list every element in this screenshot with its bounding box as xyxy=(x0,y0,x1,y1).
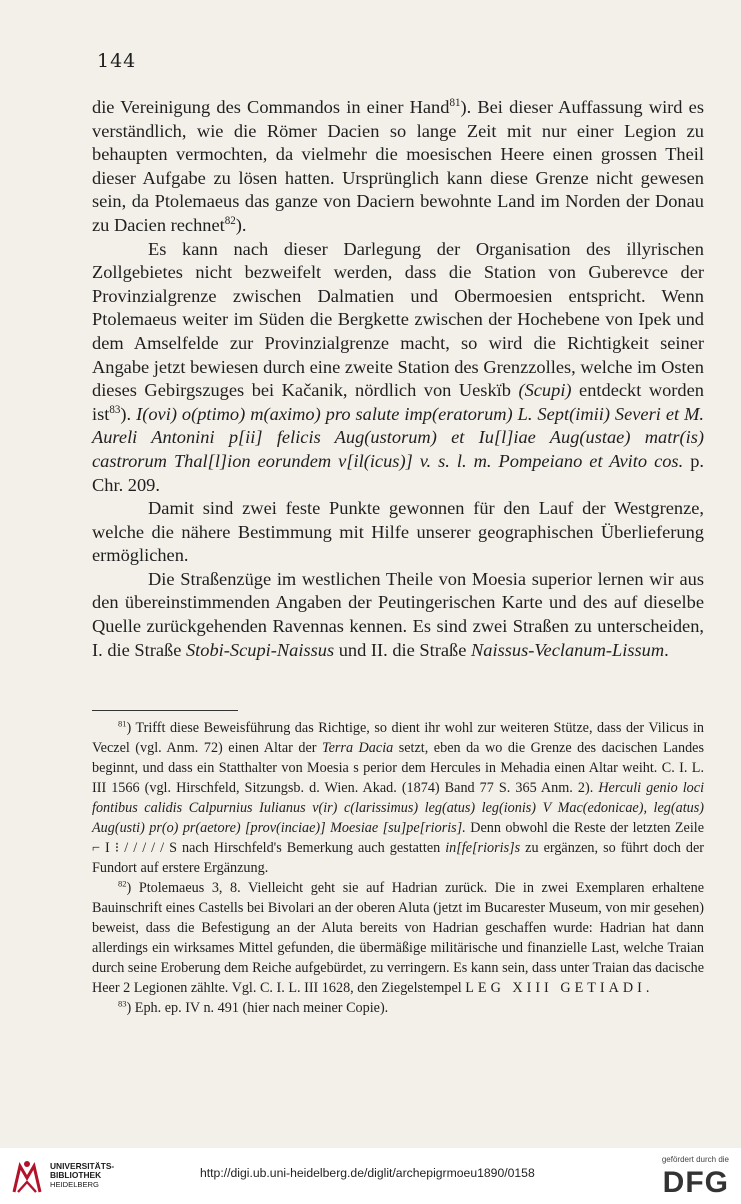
source-url-link[interactable]: http://digi.ub.uni-heidelberg.de/diglit/archepigrmoeu1890/0158 xyxy=(200,1166,535,1180)
library-name: UNIVERSITÄTS- BIBLIOTHEK HEIDELBERG xyxy=(50,1161,115,1190)
paragraph-2: Es kann nach dieser Darlegung der Organisation des illyrischen Zollgebietes nicht bezweifelt werden, dass die Station von Guberevce der Provinzialgrenze zwischen Dalmatien und Obermoesien entspricht. Wenn Ptolemaeus weiter im Süden die Bergkette zwischen der Hochebene von Ipek und dem Amselfelde zur Provinzialgrenze macht, so wird die Richtigkeit seiner Angabe jetzt bewiesen durch eine zweite Station des Grenzzolles, welche im Osten dieses Gebirgszuges bei Kačanik, nördlich von Ueskïb (Scupi) entdeckt worden ist$^{83}$). I(ovi) o(ptimo) m(aximo) pro salute imp(eratorum) L. Sept(imii) Severi et M. Aureli Antonini p[ii] felicis Aug(ustorum) et Iu[l]iae Aug(ustae) matr(is) castrorum Thal[l]ion eorundem v[il(icus)] v. s. l. m. Pompeiano et Avito cos. p. Chr. 209. xyxy=(92,238,704,495)
page-number: 144 xyxy=(97,50,137,72)
footnote-81: $^{81}$) Trifft diese Beweisführung das Richtige, so dient ihr wohl zur weiteren Stütze, dass der Vilicus in Veczel (vgl. Anm. 72) einen Altar der Terra Dacia setzt, eben da wo die Grenze des dacischen Landes beginnt, und dass ein Statthalter von Moesia s perior dem Hercules in Mehadia einen Altar weiht. C. I. L. III 1566 (vgl. Hirschfeld, Sitzungsb. d. Wien. Akad. (1874) Band 77 S. 365 Anm. 2). Herculi genio loci fontibus calidis Calpurnius Iulianus v(ir) c(larissimus) leg(atus) leg(ionis) V Mac(edonicae), leg(atus) Aug(usti) pr(o) pr(aetore) [prov(inciae)] Moesiae [su]pe[rioris]. Denn obwohl die Reste der letzten Zeile ⌐ I ⁝ / / / / / S nach Hirschfeld's Bemerkung auch gestatten in[fe[rioris]s zu ergänzen, so führt doch der Fundort auf erstere Ergänzung. xyxy=(92,718,705,876)
footnote-ref-83[interactable]: 83 xyxy=(109,403,121,416)
inscription-text: I(ovi) o(ptimo) m(aximo) pro salute imp(eratorum) L. Sept(imii) Severi et M. Aureli Antonini p[ii] felicis Aug(ustorum) et Iu[l]iae Aug(ustae) matr(is) castrorum Thal[l]ion eorundem v[il(icus)] v. s. l. m. Pompeiano et Avito cos. xyxy=(92,403,704,471)
digitization-footer xyxy=(0,1148,741,1204)
university-library-logo-icon xyxy=(10,1158,44,1196)
inscription-remnant: ⌐ I ⁝ / / / / / S xyxy=(92,840,177,856)
footnote-ref-82[interactable]: 82 xyxy=(224,214,236,227)
footnote-divider xyxy=(92,710,238,711)
dfg-logo: DFG xyxy=(662,1166,729,1199)
brick-stamp: LEG XIII GETIADI xyxy=(465,980,646,996)
paragraph-1: die Vereinigung des Commandos in einer Hand$^{81}$). Bei dieser Auffassung wird es verständlich, wie die Römer Dacien so lange Zeit mit nur einer Legion zu behaupten vermochten, da vielmehr die moesischen Heere einen grossen Theil dieser Aufgabe zu lösen hatten. Ursprünglich kann diese Grenze nicht gewesen sein, da Ptolemaeus das ganze von Daciern bewohnte Land im Norden der Donau zu Dacien rechnet$^{82}$). xyxy=(92,96,704,235)
footnote-82: $^{82}$) Ptolemaeus 3, 8. Vielleicht geht sie auf Hadrian zurück. Die in zwei Exemplaren erhaltene Bauinschrift eines Castells bei Bivolari an der oberen Aluta (jetzt im Bucarester Museum, von mir gesehen) beweist, dass die Befestigung an der Aluta bereits von Hadrian geschaffen wurde: Hadrian hat dann allerdings ein wirksames Mittel gefunden, die übermäßige militärische und finanzielle Last, welche Traian durch seine Eroberung dem Reiche aufgebürdet, zu verringern. Es kann sein, dass unter Traian das dacische Heer 2 Legionen zählte. Vgl. C. I. L. III 1628, den Ziegelstempel LEG XIII GETIADI. xyxy=(92,878,704,996)
body-text xyxy=(92,96,704,662)
paragraph-3: Damit sind zwei feste Punkte gewonnen für den Lauf der Westgrenze, welche die nähere Bestimmung mit Hilfe unserer geographischen Überlieferung ermöglichen. xyxy=(92,498,704,566)
footnotes xyxy=(92,718,704,1018)
paragraph-4: Die Straßenzüge im westlichen Theile von Moesia superior lernen wir aus den übereinstimmenden Angaben der Peutingerischen Karte und des auf dieselbe Quelle zurückgehenden Ravennas kennen. Es sind zwei Straßen zu unterscheiden, I. die Straße Stobi-Scupi-Naissus und II. die Straße Naissus-Veclanum-Lissum. xyxy=(92,568,704,660)
footnote-83: $^{83}$) Eph. ep. IV n. 491 (hier nach meiner Copie). xyxy=(118,998,389,1016)
sponsor-note: gefördert durch die xyxy=(661,1155,729,1164)
footnote-ref-81[interactable]: 81 xyxy=(449,96,461,109)
